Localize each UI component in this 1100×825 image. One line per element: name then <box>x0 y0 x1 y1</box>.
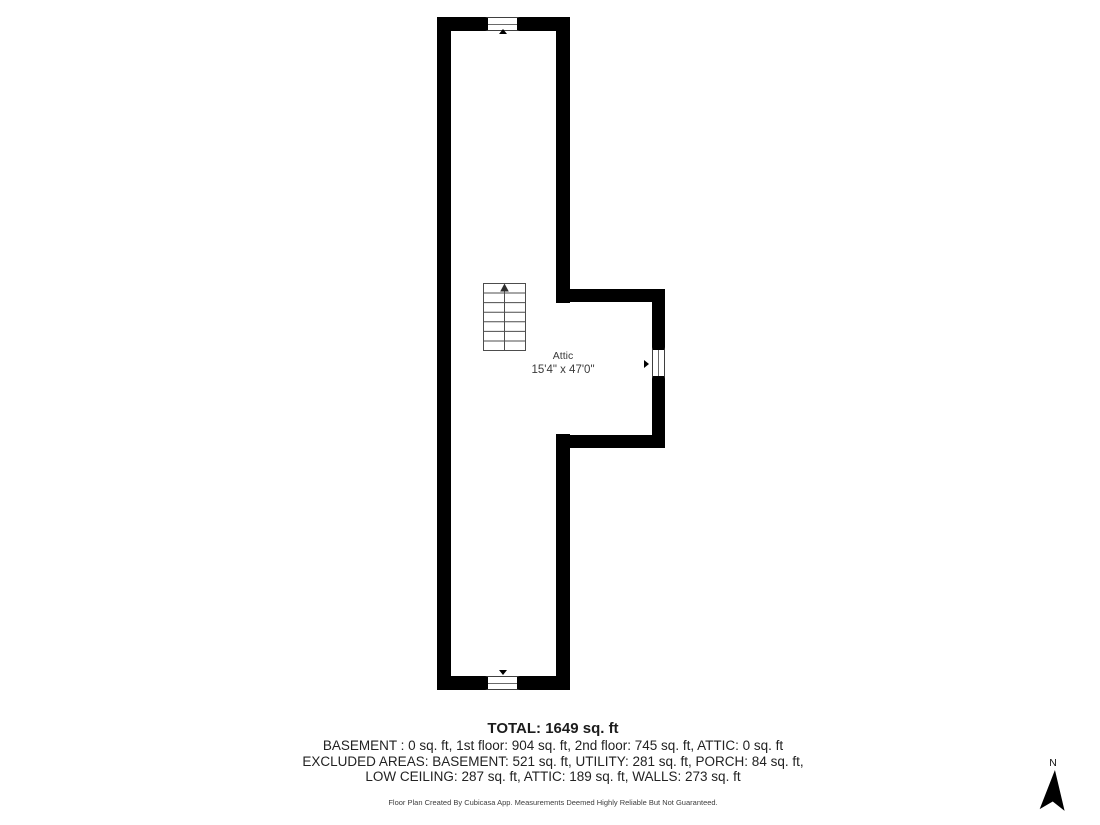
summary-excluded-2: LOW CEILING: 287 sq. ft, ATTIC: 189 sq. ft, WALLS: 273 sq. ft <box>365 769 741 785</box>
window-bottom-icon <box>485 676 520 690</box>
window-right-icon <box>652 347 665 379</box>
wall-left <box>437 17 451 690</box>
summary-total: TOTAL: 1649 sq. ft <box>487 720 619 737</box>
room-dimensions: 15'4" x 47'0" <box>531 364 595 376</box>
room-name: Attic <box>552 350 574 362</box>
north-arrow-icon <box>1038 769 1068 812</box>
window-right-marker-icon <box>644 360 649 368</box>
area-summary <box>153 720 953 785</box>
summary-excluded-1: EXCLUDED AREAS: BASEMENT: 521 sq. ft, UTILITY: 281 sq. ft, PORCH: 84 sq. ft, <box>302 753 804 769</box>
window-top-marker-icon <box>499 29 507 34</box>
wall-right-upper <box>556 17 570 303</box>
footer-disclaimer: Floor Plan Created By Cubicasa App. Measurements Deemed Highly Reliable But Not Guaranteed. <box>388 798 718 807</box>
north-label: N <box>1049 757 1057 769</box>
wall-right-lower <box>556 434 570 690</box>
stairs-icon <box>483 283 526 351</box>
window-pane <box>488 24 517 25</box>
window-bottom-marker-icon <box>499 670 507 675</box>
compass <box>1038 757 1068 811</box>
summary-floors: BASEMENT : 0 sq. ft, 1st floor: 904 sq. ft, 2nd floor: 745 sq. ft, ATTIC: 0 sq. ft <box>322 738 784 753</box>
window-pane <box>658 350 659 376</box>
wall-bumpout-bottom <box>556 435 665 448</box>
left-wall-marker-icon <box>445 366 450 374</box>
room-label-block <box>483 349 643 378</box>
window-pane <box>488 683 517 684</box>
wall-bumpout-top <box>556 289 665 302</box>
